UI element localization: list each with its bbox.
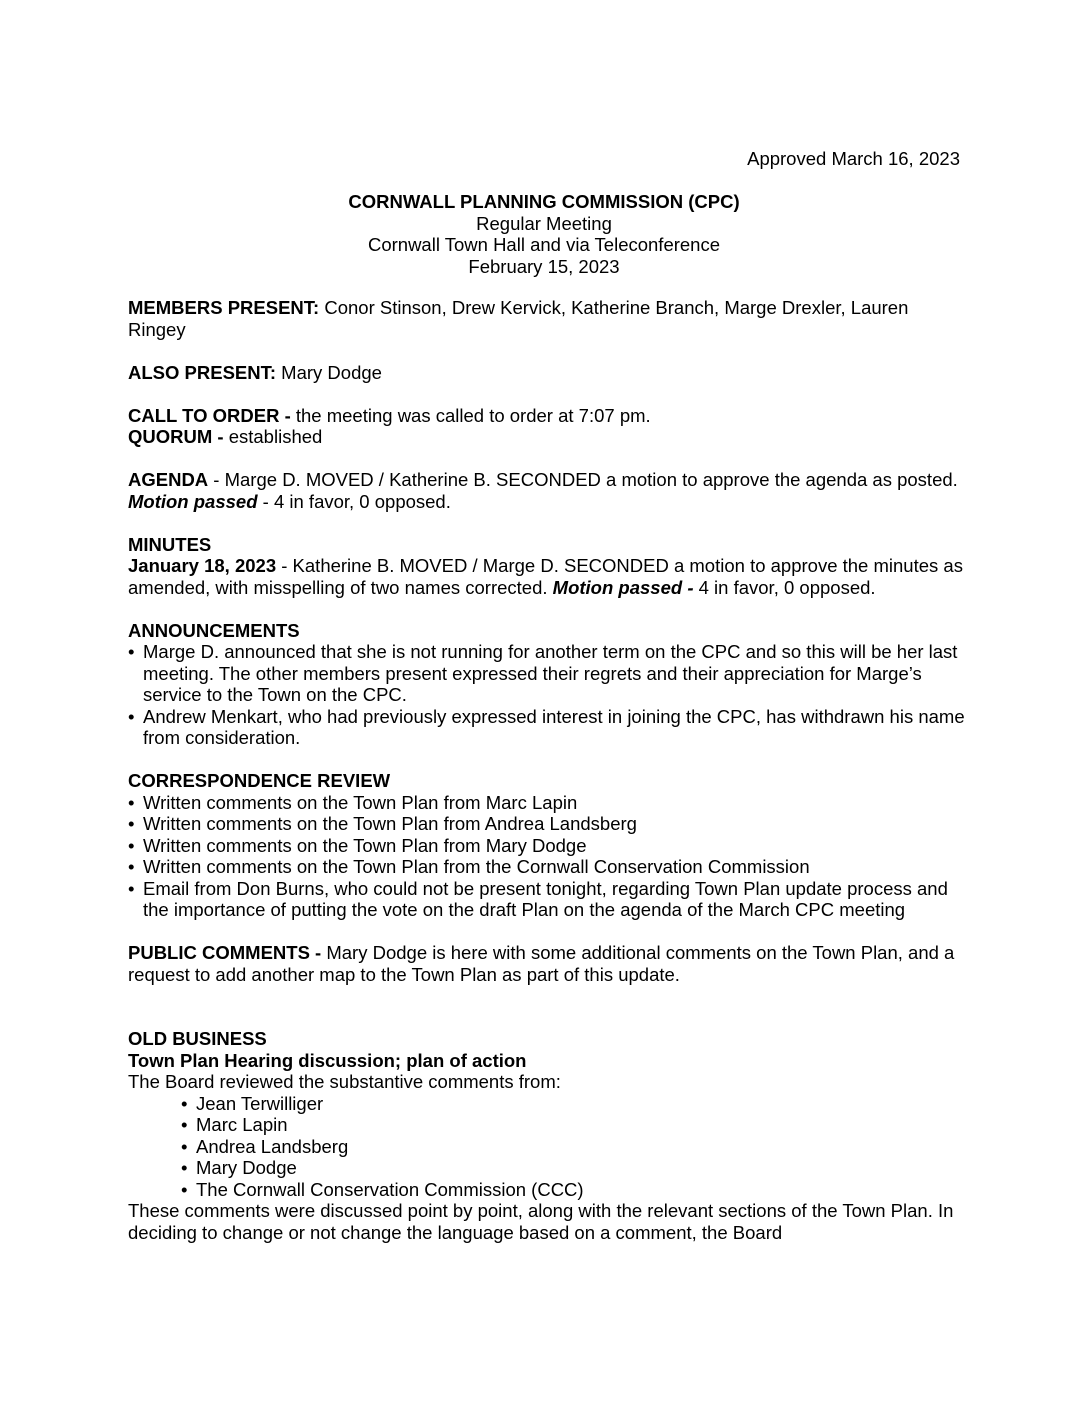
agenda-label: AGENDA bbox=[128, 469, 209, 490]
announcements-list bbox=[128, 641, 968, 749]
list-item: • Written comments on the Town Plan from Mary Dodge bbox=[128, 835, 968, 857]
list-item: • The Cornwall Conservation Commission (CCC) bbox=[181, 1179, 968, 1201]
list-item: • Written comments on the Town Plan from Andrea Landsberg bbox=[128, 813, 968, 835]
correspondence-list bbox=[128, 792, 968, 921]
minutes-approval bbox=[128, 555, 968, 598]
old-business-heading-text: OLD BUSINESS bbox=[128, 1028, 267, 1049]
document-header bbox=[0, 191, 1088, 277]
members-list: Conor Stinson, Drew Kervick, Katherine Branch, Marge Drexler, Lauren Ringey bbox=[128, 297, 909, 340]
commission-title: CORNWALL PLANNING COMMISSION (CPC) bbox=[348, 191, 740, 212]
announcements-heading-text: ANNOUNCEMENTS bbox=[128, 619, 300, 641]
call-text: the meeting was called to order at 7:07 pm. bbox=[290, 404, 651, 426]
meeting-location: Cornwall Town Hall and via Teleconference bbox=[367, 234, 721, 255]
minutes-motion: Motion passed - bbox=[552, 576, 694, 598]
agenda-text: - Marge D. MOVED / Katherine B. SECONDED a motion to approve the agenda as posted. bbox=[208, 469, 958, 490]
meeting-date: February 15, 2023 bbox=[468, 255, 620, 277]
agenda-motion: Motion passed bbox=[128, 490, 258, 512]
minutes-text: - Katherine B. MOVED / Marge D. SECONDED a motion to approve the minutes as amended, with misspelling of two names corrected. bbox=[128, 555, 963, 598]
members-label: MEMBERS PRESENT: bbox=[128, 297, 320, 318]
meeting-type: Regular Meeting bbox=[476, 212, 612, 234]
correspondence-heading-text: CORRESPONDENCE REVIEW bbox=[128, 770, 391, 791]
minutes-heading bbox=[128, 534, 968, 556]
correspondence-heading bbox=[128, 770, 968, 792]
agenda-vote: - 4 in favor, 0 opposed. bbox=[257, 490, 451, 512]
old-business-closing: These comments were discussed point by point, along with the relevant sections of the Town Plan. In deciding to change or not change the language based on a comment, the Board bbox=[128, 1200, 954, 1243]
approval-note: Approved March 16, 2023 bbox=[747, 148, 960, 169]
old-business-intro: The Board reviewed the substantive comments from: bbox=[128, 1071, 561, 1092]
list-item: • Jean Terwilliger bbox=[181, 1093, 968, 1115]
public-comments bbox=[128, 942, 968, 985]
also-present bbox=[128, 362, 968, 384]
minutes-date: January 18, 2023 bbox=[128, 555, 277, 576]
reviewed-comments-list bbox=[128, 1093, 968, 1201]
list-item: • Email from Don Burns, who could not be present tonight, regarding Town Plan update process and the importance of putting the vote on the draft Plan on the agenda of the March CPC meeting bbox=[128, 878, 968, 921]
list-item: • Written comments on the Town Plan from Marc Lapin bbox=[128, 792, 968, 814]
members-present bbox=[128, 297, 968, 340]
public-text: Mary Dodge is here with some additional comments on the Town Plan, and a request to add another map to the Town Plan as part of this update. bbox=[128, 942, 955, 985]
old-business-subheading bbox=[128, 1050, 968, 1072]
list-item: • Marge D. announced that she is not running for another term on the CPC and so this will be her last meeting. The other members present expressed their regrets and their appreciation for Marge’s service to the Town on the CPC. bbox=[128, 641, 968, 706]
minutes-heading-text: MINUTES bbox=[128, 533, 212, 555]
list-item: • Marc Lapin bbox=[181, 1114, 968, 1136]
list-item: • Written comments on the Town Plan from the Cornwall Conservation Commission bbox=[128, 856, 968, 878]
public-label: PUBLIC COMMENTS - bbox=[128, 942, 322, 963]
quorum-text: established bbox=[223, 426, 323, 447]
also-list: Mary Dodge bbox=[281, 361, 382, 383]
agenda-section bbox=[128, 469, 968, 512]
call-to-order bbox=[128, 405, 968, 427]
list-item: • Andrew Menkart, who had previously expressed interest in joining the CPC, has withdrawn his name from consideration. bbox=[128, 706, 968, 749]
list-item: • Mary Dodge bbox=[181, 1157, 968, 1179]
announcements-heading bbox=[128, 620, 968, 642]
also-label: ALSO PRESENT: bbox=[128, 361, 277, 383]
minutes-body bbox=[128, 297, 968, 1243]
list-item: • Andrea Landsberg bbox=[181, 1136, 968, 1158]
quorum-label: QUORUM - bbox=[128, 426, 224, 447]
old-business-subheading-text: Town Plan Hearing discussion; plan of action bbox=[128, 1049, 527, 1071]
quorum bbox=[128, 426, 968, 448]
minutes-vote: 4 in favor, 0 opposed. bbox=[693, 576, 876, 598]
call-label: CALL TO ORDER - bbox=[128, 404, 291, 426]
old-business-heading bbox=[128, 1028, 968, 1050]
